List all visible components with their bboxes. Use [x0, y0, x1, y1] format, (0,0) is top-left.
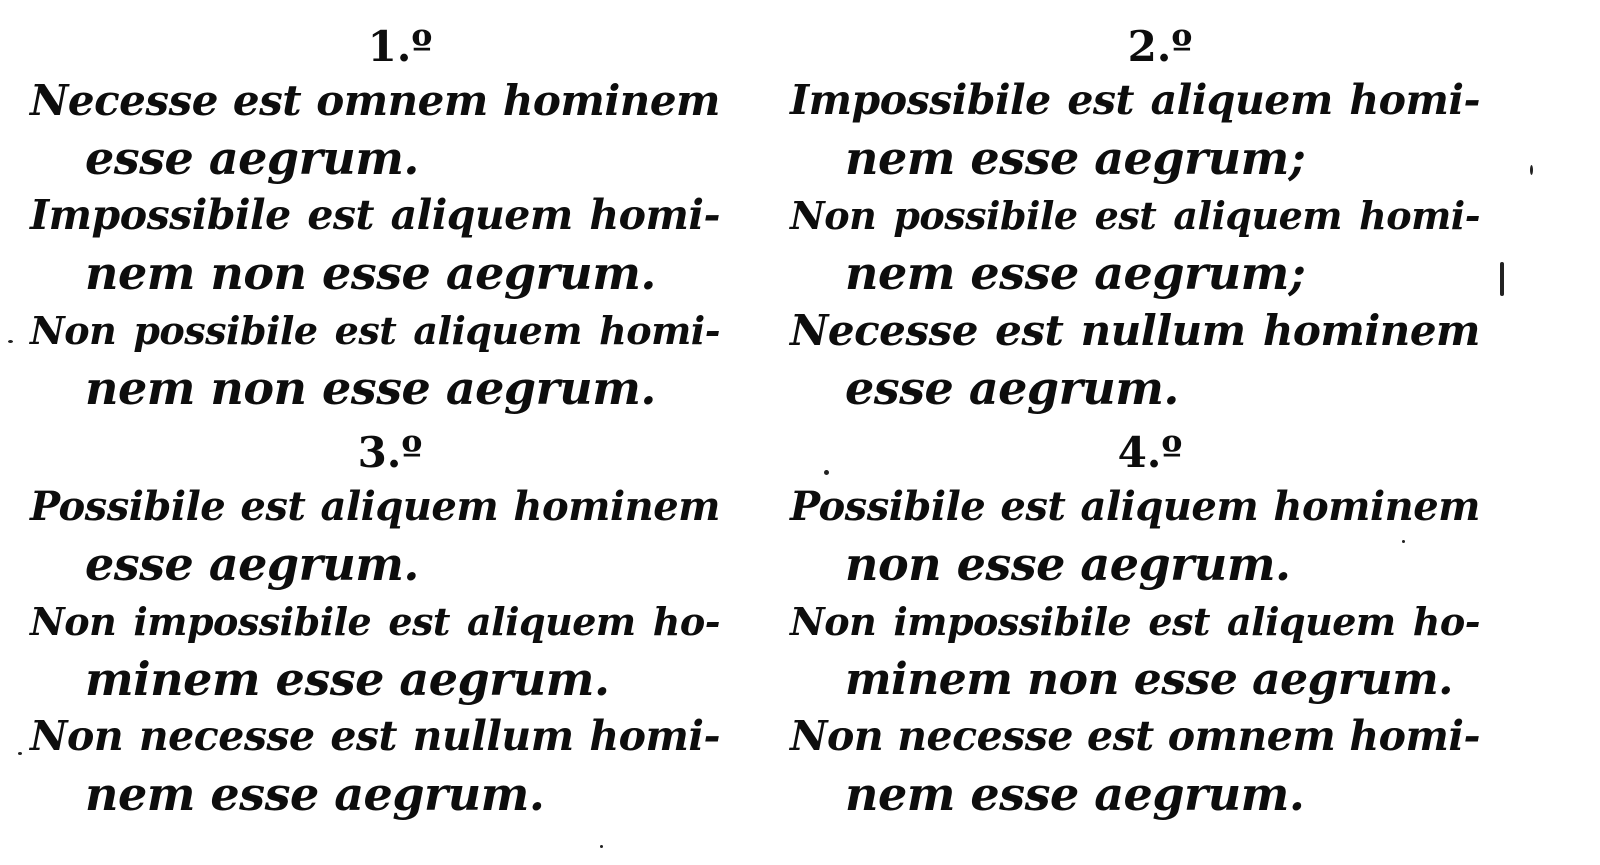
proposition-line: Impossibile est aliquem homi-	[790, 76, 1480, 124]
section-number: 3.º	[357, 428, 423, 477]
proposition	[30, 708, 750, 823]
quadrant-3	[30, 428, 750, 823]
proposition	[790, 708, 1510, 823]
proposition	[30, 72, 750, 187]
quadrant-2	[790, 22, 1510, 417]
proposition-line: Non necesse est omnem homi-	[790, 712, 1480, 760]
proposition-line: minem non esse aegrum.	[845, 653, 1453, 705]
print-speck	[600, 845, 603, 848]
proposition-line: nem esse aegrum.	[845, 766, 1305, 821]
proposition-line: esse aegrum.	[85, 536, 419, 591]
quadrant-1	[30, 22, 750, 417]
proposition	[30, 478, 750, 593]
proposition-line: Non possibile est aliquem homi-	[790, 193, 1480, 238]
proposition-line: Non necesse est nullum homi-	[30, 712, 720, 760]
print-speck	[824, 470, 829, 475]
print-speck	[1530, 165, 1533, 175]
proposition-line: nem non esse aegrum.	[85, 245, 656, 300]
proposition	[30, 593, 750, 708]
proposition	[790, 478, 1510, 593]
proposition	[790, 593, 1510, 708]
proposition	[790, 302, 1510, 417]
proposition-line: Non impossibile est aliquem ho-	[790, 599, 1480, 644]
proposition-line: nem non esse aegrum.	[85, 360, 656, 415]
proposition-line: Necesse est nullum hominem	[790, 306, 1480, 355]
quadrant-4	[790, 428, 1510, 823]
proposition-line: Possibile est aliquem hominem	[790, 483, 1480, 530]
proposition-line: minem esse aegrum.	[85, 651, 610, 706]
section-number: 1.º	[367, 22, 433, 71]
print-speck	[1402, 540, 1405, 543]
section-number: 4.º	[1117, 428, 1183, 477]
proposition-line: esse aegrum.	[85, 130, 419, 185]
proposition-line: Necesse est omnem hominem	[30, 76, 720, 125]
proposition-line: nem esse aegrum;	[845, 245, 1306, 300]
proposition-line: nem esse aegrum;	[845, 130, 1306, 185]
proposition	[790, 187, 1510, 302]
proposition-line: nem esse aegrum.	[85, 766, 545, 821]
proposition-line: Non possibile est aliquem homi-	[30, 308, 720, 353]
proposition	[790, 72, 1510, 187]
print-speck	[8, 340, 13, 343]
proposition	[30, 187, 750, 302]
print-speck	[18, 752, 22, 755]
section-number: 2.º	[1127, 22, 1193, 71]
proposition	[30, 302, 750, 417]
proposition-line: Non impossibile est aliquem ho-	[30, 599, 720, 644]
proposition-line: Possibile est aliquem hominem	[30, 483, 720, 530]
proposition-line: esse aegrum.	[845, 360, 1179, 415]
print-speck	[1500, 262, 1504, 296]
proposition-line: non esse aegrum.	[845, 536, 1291, 591]
proposition-line: Impossibile est aliquem homi-	[30, 191, 720, 239]
